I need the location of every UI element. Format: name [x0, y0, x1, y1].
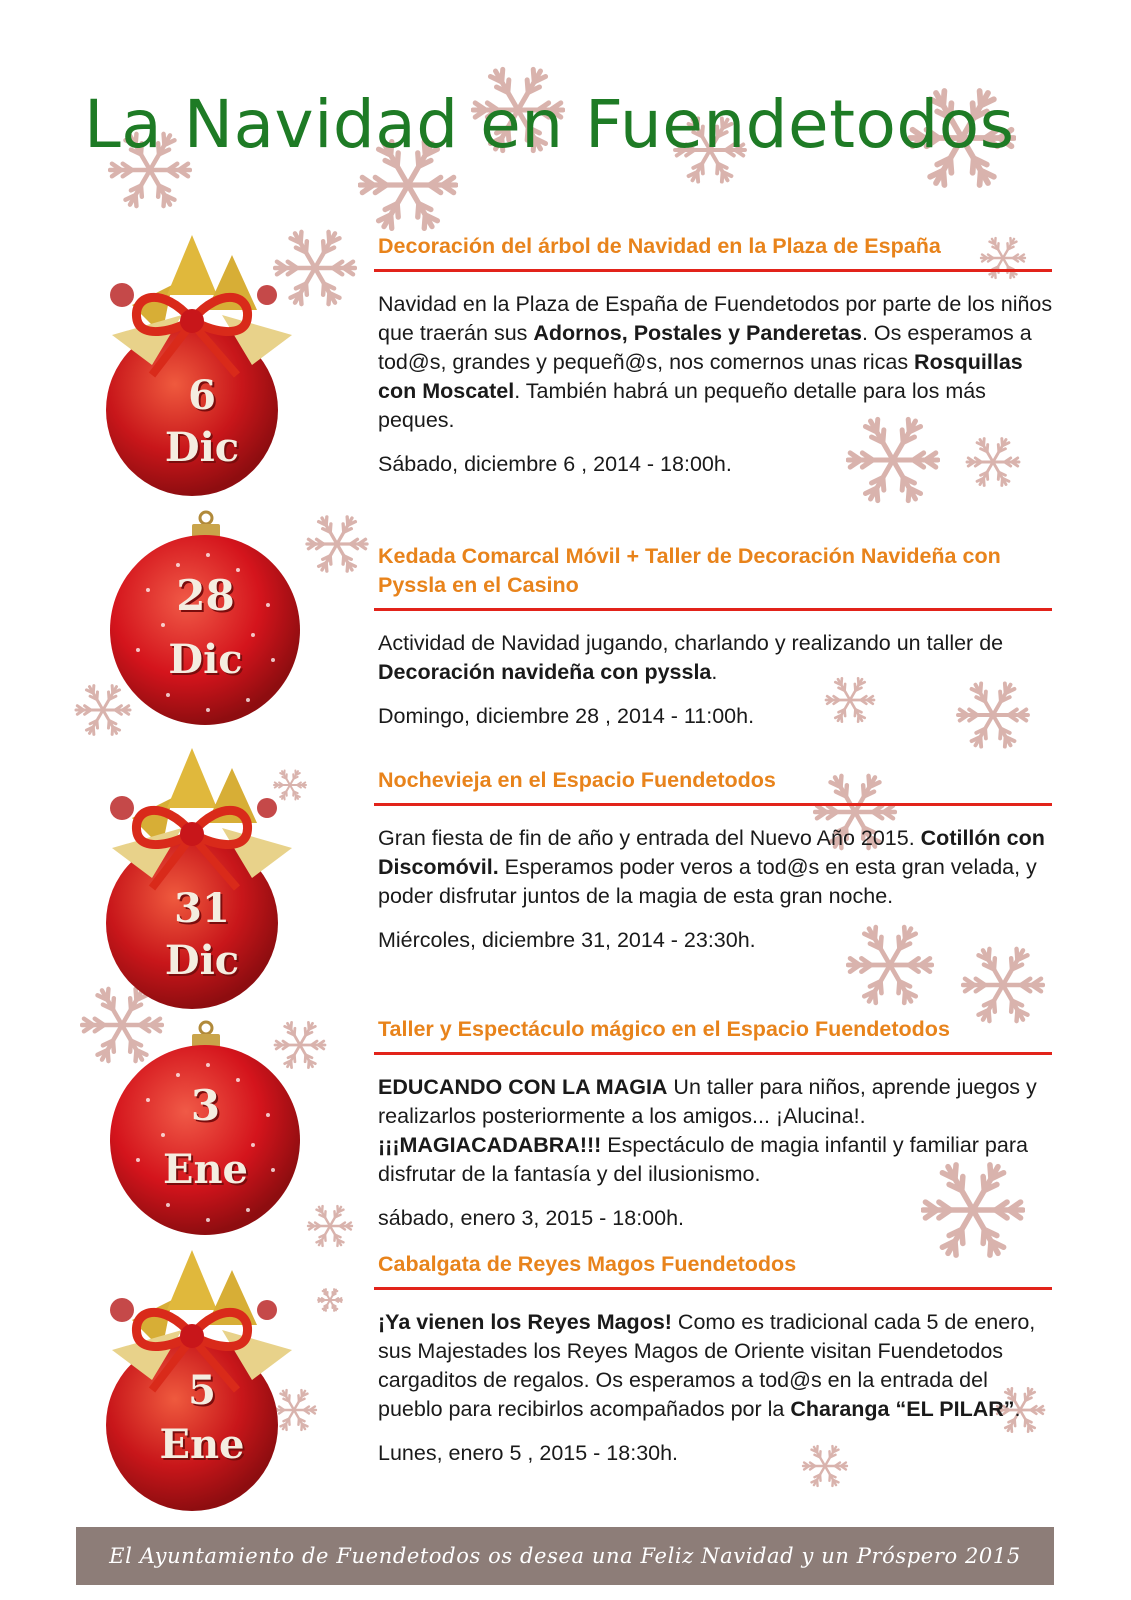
- ornament-28-dic: [108, 510, 303, 735]
- event-date: Miércoles, diciembre 31, 2014 - 23:30h.: [378, 928, 756, 952]
- event-date: sábado, enero 3, 2015 - 18:00h.: [378, 1206, 685, 1230]
- divider: [374, 608, 1052, 611]
- divider: [374, 269, 1052, 272]
- event-description: ¡Ya vienen los Reyes Magos! Como es tradicional cada 5 de enero, sus Majestades los Reyes Magos de Oriente visitan Fuendetodos cargaditos de regalos. Os esperamos a tod@s en la entrada del pueblo para recibirlos acompañados por la Charanga “EL PILAR”.: [378, 1310, 1036, 1421]
- event-description: Navidad en la Plaza de España de Fuendetodos por parte de los niños que traerán sus Adornos, Postales y Panderetas. Os esperamos a tod@s, grandes y pequeñ@s, nos comernos unas ricas Rosquillas con Moscatel. También habrá un pequeño detalle para los más peques.: [378, 292, 1053, 432]
- event-heading: Cabalgata de Reyes Magos Fuendetodos: [378, 1252, 797, 1276]
- badge-day: 6: [188, 372, 216, 419]
- event-espectaculo-magico: [378, 1015, 1054, 1233]
- ornament-3-ene: [108, 1020, 303, 1245]
- divider: [374, 1052, 1052, 1055]
- badge-day: 3: [190, 1081, 221, 1130]
- ornament-5-ene: [92, 1240, 312, 1515]
- event-cabalgata-reyes: [378, 1250, 1054, 1468]
- christmas-ball-icon: [108, 1020, 303, 1245]
- event-nochevieja: [378, 766, 1054, 955]
- badge-month: Ene: [162, 1146, 249, 1193]
- badge-day: 5: [188, 1367, 216, 1414]
- event-heading: Decoración del árbol de Navidad en la Plaza de España: [378, 234, 941, 258]
- badge-month: Dic: [164, 424, 240, 471]
- ornament-31-dic: [92, 738, 312, 1013]
- poster-title: La Navidad en Fuendetodos: [84, 86, 1015, 163]
- badge-month: Dic: [164, 937, 240, 984]
- event-date: Sábado, diciembre 6 , 2014 - 18:00h.: [378, 452, 732, 476]
- event-date: Lunes, enero 5 , 2015 - 18:30h.: [378, 1441, 679, 1465]
- ornament-6-dic: [92, 225, 312, 500]
- divider: [374, 803, 1052, 806]
- badge-month: Dic: [168, 636, 243, 683]
- event-heading: Taller y Espectáculo mágico en el Espacio Fuendetodos: [378, 1017, 950, 1041]
- event-arbol-navidad: [378, 232, 1054, 479]
- christmas-ball-icon: [108, 510, 303, 735]
- event-description: Actividad de Navidad jugando, charlando y realizando un taller de Decoración navideña con pyssla.: [378, 631, 1004, 684]
- event-date: Domingo, diciembre 28 , 2014 - 11:00h.: [378, 704, 755, 728]
- event-description: Gran fiesta de fin de año y entrada del Nuevo Año 2015. Cotillón con Discomóvil. Esperamos poder veros a tod@s en esta gran velada, y poder disfrutar juntos de la magia de esta gran noche.: [378, 826, 1045, 908]
- snowflake-icon: [305, 512, 369, 576]
- badge-day: 31: [174, 885, 230, 932]
- badge-month: Ene: [159, 1421, 245, 1468]
- event-heading: Nochevieja en el Espacio Fuendetodos: [378, 768, 776, 792]
- snowflake-icon: [316, 1286, 344, 1314]
- divider: [374, 1287, 1052, 1290]
- footer-greeting: El Ayuntamiento de Fuendetodos os desea una Feliz Navidad y un Próspero 2015: [76, 1527, 1054, 1585]
- snowflake-icon: [306, 1202, 354, 1250]
- event-kedada-comarcal: [378, 542, 1054, 731]
- event-description: EDUCANDO CON LA MAGIA Un taller para niños, aprende juegos y realizarlos posteriormente a los amigos... ¡Alucina!. ¡¡¡MAGIACADABRA!!! Espectáculo de magia infantil y familiar para disfrutar de la fantasía y del ilusionismo.: [378, 1075, 1037, 1186]
- event-heading: Kedada Comarcal Móvil + Taller de Decoración Navideña con Pyssla en el Casino: [378, 544, 1001, 597]
- badge-day: 28: [176, 571, 235, 620]
